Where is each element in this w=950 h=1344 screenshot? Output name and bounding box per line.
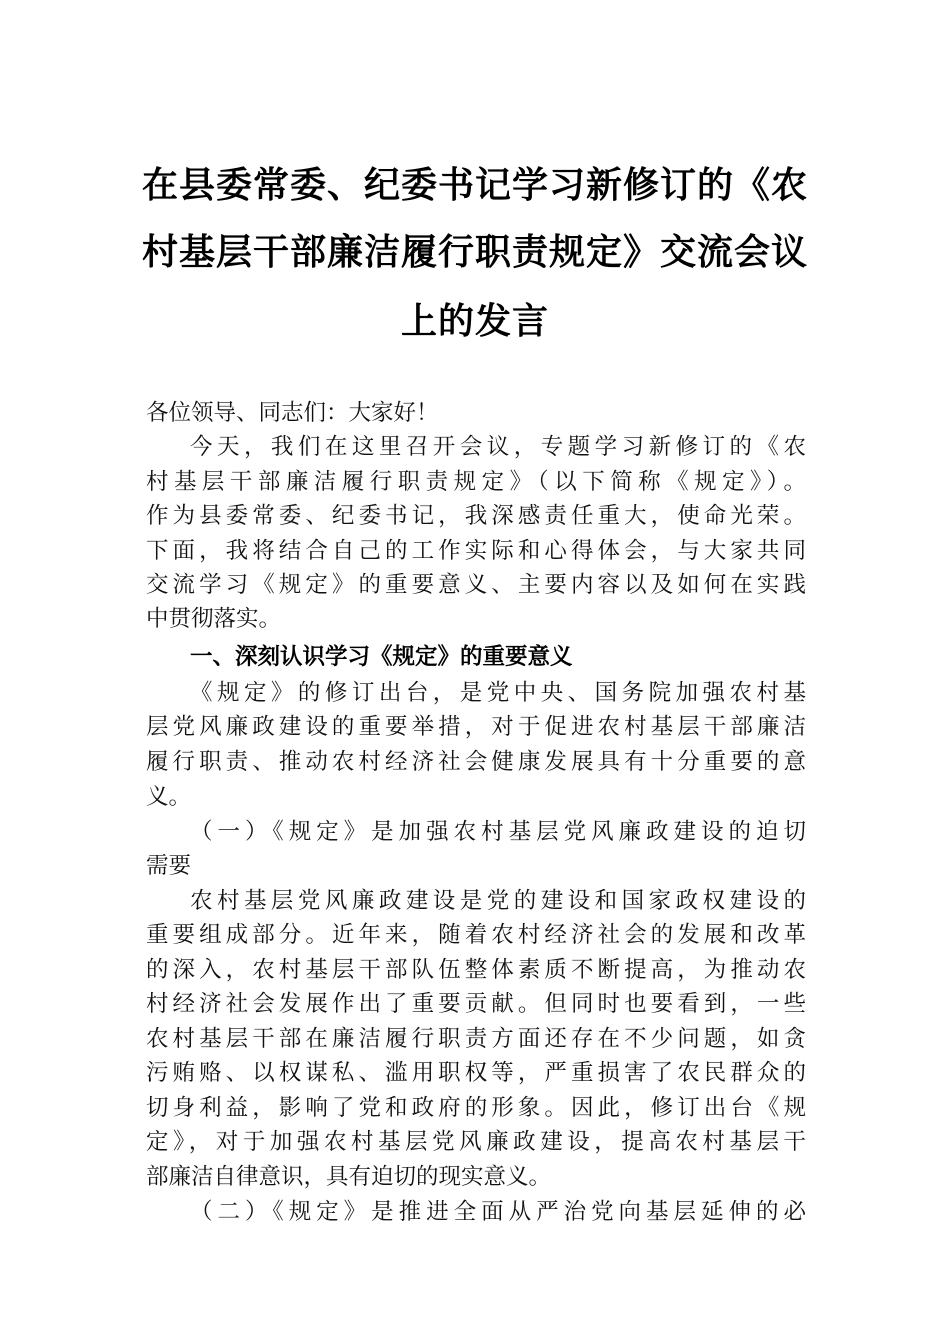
section1-line-1: 《规定》的修订出台，是党中央、国务院加强农村基	[190, 680, 806, 706]
section1-line-2: 层党风廉政建设的重要举措，对于促进农村基层干部廉洁	[146, 714, 806, 740]
document-title-line-1: 在县委常委、纪委书记学习新修订的《农	[141, 164, 808, 206]
sub1-body-line-5: 农村基层干部在廉洁履行职责方面还存在不少问题，如贪	[146, 1026, 806, 1052]
document-title-line-3: 上的发言	[400, 300, 549, 342]
sub1-body-line-7: 切身利益，影响了党和政府的形象。因此，修订出台《规	[146, 1095, 806, 1121]
intro-line-4: 下面，我将结合自己的工作实际和心得体会，与大家共同	[146, 538, 806, 564]
intro-line-1: 今天，我们在这里召开会议，专题学习新修订的《农	[190, 434, 806, 460]
greeting: 各位领导、同志们：大家好！	[146, 400, 439, 426]
subsection-heading-2-line-1: （二）《规定》是推进全面从严治党向基层延伸的必	[190, 1199, 806, 1225]
section-heading-1: 一、深刻认识学习《规定》的重要意义	[190, 644, 573, 670]
document-title-line-2: 村基层干部廉洁履行职责规定》交流会议	[141, 231, 808, 273]
intro-line-2: 村基层干部廉洁履行职责规定》（以下简称《规定》）。	[146, 469, 806, 495]
subsection-heading-1-line-1: （一）《规定》是加强农村基层党风廉政建设的迫切	[190, 819, 806, 845]
subsection-heading-1-line-2: 需要	[146, 853, 192, 879]
sub1-body-line-3: 的深入，农村基层干部队伍整体素质不断提高，为推动农	[146, 957, 806, 983]
section1-line-4: 义。	[146, 784, 192, 810]
intro-line-6: 中贯彻落实。	[146, 606, 282, 632]
sub1-body-line-9: 部廉洁自律意识，具有迫切的现实意义。	[146, 1164, 552, 1190]
sub1-body-line-8: 定》，对于加强农村基层党风廉政建设，提高农村基层干	[146, 1129, 806, 1155]
section1-line-3: 履行职责、推动农村经济社会健康发展具有十分重要的意	[146, 749, 806, 775]
intro-line-3: 作为县委常委、纪委书记，我深感责任重大，使命光荣。	[146, 503, 806, 529]
sub1-body-line-6: 污贿赂、以权谋私、滥用职权等，严重损害了农民群众的	[146, 1060, 806, 1086]
sub1-body-line-1: 农村基层党风廉政建设是党的建设和国家政权建设的	[190, 888, 806, 914]
intro-line-5: 交流学习《规定》的重要意义、主要内容以及如何在实践	[146, 572, 806, 598]
sub1-body-line-2: 重要组成部分。近年来，随着农村经济社会的发展和改革	[146, 922, 806, 948]
sub1-body-line-4: 村经济社会发展作出了重要贡献。但同时也要看到，一些	[146, 991, 806, 1017]
